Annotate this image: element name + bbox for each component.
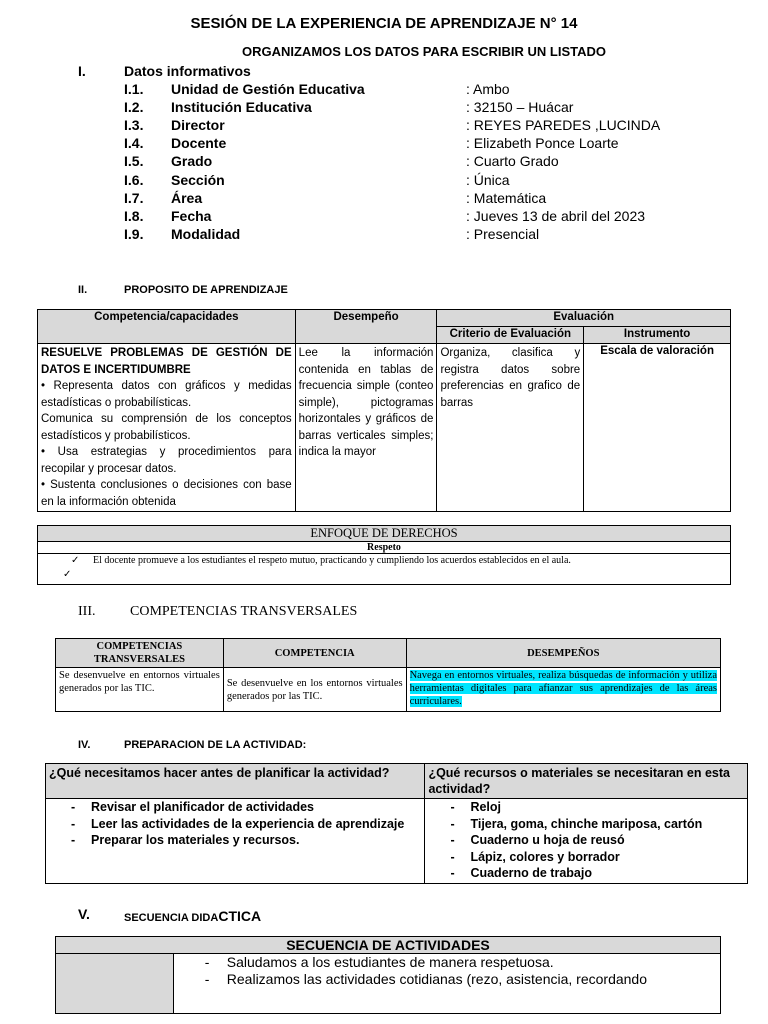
info-row-value: : Cuarto Grado xyxy=(466,153,559,170)
info-row-label: Unidad de Gestión Educativa xyxy=(171,81,365,97)
section2-title: PROPOSITO DE APRENDIZAJE xyxy=(124,284,288,296)
enfoque-subtitle: Respeto xyxy=(38,542,731,554)
info-row-label: Institución Educativa xyxy=(171,99,312,116)
page-title: SESIÓN DE LA EXPERIENCIA DE APRENDIZAJE N° 14 xyxy=(190,15,578,32)
info-row-number: I.6. xyxy=(124,171,144,188)
left-list-cell xyxy=(46,799,425,884)
info-row-number: I.9. xyxy=(124,225,144,242)
secuencia-item-1: Saludamos a los estudiantes de manera respetuosa. xyxy=(226,954,554,970)
proposito-table xyxy=(37,309,731,512)
info-row xyxy=(124,117,744,135)
list-item: - Preparar los materiales y recursos. xyxy=(49,832,421,849)
list-item: - Tijera, goma, chinche mariposa, cartón xyxy=(428,816,744,833)
section5-title-a: SECUENCIA DIDA xyxy=(124,912,219,924)
info-row-label: Grado xyxy=(171,153,213,170)
info-row-value: : REYES PAREDES ,LUCINDA xyxy=(466,117,661,134)
secuencia-title: SECUENCIA DE ACTIVIDADES xyxy=(56,937,721,954)
list-item: - Lápiz, colores y borrador xyxy=(428,849,744,866)
section5-title-b: CTICA xyxy=(218,908,262,924)
trans-cell-2: Se desenvuelve en los entornos virtuales generados por las TIC. xyxy=(223,668,406,712)
list-item: - Cuaderno u hoja de reusó xyxy=(428,832,744,849)
enfoque-title: ENFOQUE DE DERECHOS xyxy=(38,526,731,542)
secuencia-item-2: Realizamos las actividades cotidianas (rezo, asistencia, recordando xyxy=(226,971,647,987)
page-subtitle: ORGANIZAMOS LOS DATOS PARA ESCRIBIR UN LISTADO xyxy=(241,44,606,59)
info-row xyxy=(124,135,744,153)
info-row xyxy=(124,81,744,99)
trans-cell-3 xyxy=(406,668,720,712)
info-row-label: Modalidad xyxy=(171,225,241,242)
section3-number: III. xyxy=(78,604,96,619)
instrumento-cell: Escala de valoración xyxy=(584,344,731,512)
header-criterio: Criterio de Evaluación xyxy=(437,327,584,344)
highlighted-text: Navega en entornos virtuales, realiza búsquedas de información y utiliza herramientas digitales para afianzar sus aprendizajes de las áreas curriculares. xyxy=(409,670,717,707)
secuencia-activities-cell: - Saludamos a los estudiantes de manera respetuosa. - Realizamos las actividades cotidianas (rezo, asistencia, recordando xyxy=(173,954,720,1014)
info-row-label: Docente xyxy=(171,135,227,152)
info-row-number: I.8. xyxy=(124,207,144,224)
info-row xyxy=(124,172,744,190)
info-row-value: : Jueves 13 de abril del 2023 xyxy=(466,207,646,224)
section3-title: COMPETENCIAS TRANSVERSALES xyxy=(130,604,358,619)
section2-number: II. xyxy=(78,284,88,296)
info-row xyxy=(124,226,744,244)
secuencia-moment-cell xyxy=(56,954,174,1014)
trans-header-3: DESEMPEÑOS xyxy=(406,639,720,668)
info-row-value: : Elizabeth Ponce Loarte xyxy=(466,135,619,152)
header-instrumento: Instrumento xyxy=(584,327,731,344)
list-item: - Cuaderno de trabajo xyxy=(428,865,744,882)
section5-number: V. xyxy=(78,906,90,922)
info-row-value: : Ambo xyxy=(466,81,510,97)
info-row-value: : Presencial xyxy=(466,225,540,242)
info-row-label: Sección xyxy=(171,171,225,188)
list-item: - Revisar el planificador de actividades xyxy=(49,799,421,816)
question-2: ¿Qué recursos o materiales se necesitaran en esta actividad? xyxy=(425,764,748,799)
info-row-number: I.1. xyxy=(124,81,144,97)
trans-header-2: COMPETENCIA xyxy=(223,639,406,668)
info-row-value: : 32150 – Huácar xyxy=(466,99,574,116)
enfoque-table xyxy=(37,525,731,585)
criterio-cell: Organiza, clasifica y registra datos sobre preferencias en grafico de barras xyxy=(437,344,584,512)
info-row-value: : Única xyxy=(466,171,510,188)
section4-number: IV. xyxy=(78,739,91,751)
info-row xyxy=(124,153,744,171)
capacidad-2: Comunica su comprensión de los conceptos estadísticos y probabilísticos. xyxy=(41,413,292,442)
trans-cell-1: Se desenvuelve en entornos virtuales generados por las TIC. xyxy=(56,668,224,712)
section4-title: PREPARACION DE LA ACTIVIDAD: xyxy=(124,739,307,751)
section5-title xyxy=(124,908,261,926)
info-row xyxy=(124,99,744,117)
preparacion-table xyxy=(45,763,748,884)
info-row-number: I.2. xyxy=(124,99,144,116)
info-row xyxy=(124,208,744,226)
check-icon: ✓ xyxy=(71,555,80,566)
capacidad-1: • Representa datos con gráficos y medidas estadísticas o probabilísticas. xyxy=(41,380,292,409)
info-row-label: Fecha xyxy=(171,207,212,224)
competencia-title: RESUELVE PROBLEMAS DE GESTIÓN DE DATOS E INCERTIDUMBRE xyxy=(41,347,292,376)
secuencia-table xyxy=(55,936,721,1014)
info-row-label: Área xyxy=(171,189,203,206)
enfoque-item: El docente promueve a los estudiantes el respeto mutuo, practicando y cumpliendo los acuerdos establecidos en el aula. xyxy=(93,555,571,566)
check-icon: ✓ xyxy=(63,569,72,580)
competencia-cell xyxy=(38,344,296,512)
right-list-cell xyxy=(425,799,748,884)
info-row-value: : Matemática xyxy=(466,189,547,206)
trans-header-1: COMPETENCIAS TRANSVERSALES xyxy=(56,639,224,668)
header-competencia: Competencia/capacidades xyxy=(38,310,296,344)
info-row-number: I.7. xyxy=(124,189,144,206)
list-item: - Leer las actividades de la experiencia de aprendizaje xyxy=(49,816,421,833)
capacidad-4: • Sustenta conclusiones o decisiones con base en la información obtenida xyxy=(41,479,292,508)
question-1: ¿Qué necesitamos hacer antes de planificar la actividad? xyxy=(46,764,425,799)
section1-number: I. xyxy=(78,63,86,79)
capacidad-3: • Usa estrategias y procedimientos para recopilar y procesar datos. xyxy=(41,446,292,475)
info-row xyxy=(124,190,744,208)
transversales-table xyxy=(55,638,721,712)
desempeno-cell: Lee la información contenida en tablas de frecuencia simple (conteo simple), pictogramas horizontales y gráficos de barras verticales simples; indica la mayor xyxy=(295,344,437,512)
enfoque-body xyxy=(38,554,731,585)
header-desempeno: Desempeño xyxy=(295,310,437,344)
list-item: - Reloj xyxy=(428,799,744,816)
info-row-number: I.5. xyxy=(124,153,144,170)
info-row-number: I.4. xyxy=(124,135,144,152)
info-row-number: I.3. xyxy=(124,117,144,134)
section1-title: Datos informativos xyxy=(124,63,251,79)
info-row-label: Director xyxy=(171,117,225,134)
header-evaluacion: Evaluación xyxy=(437,310,731,327)
